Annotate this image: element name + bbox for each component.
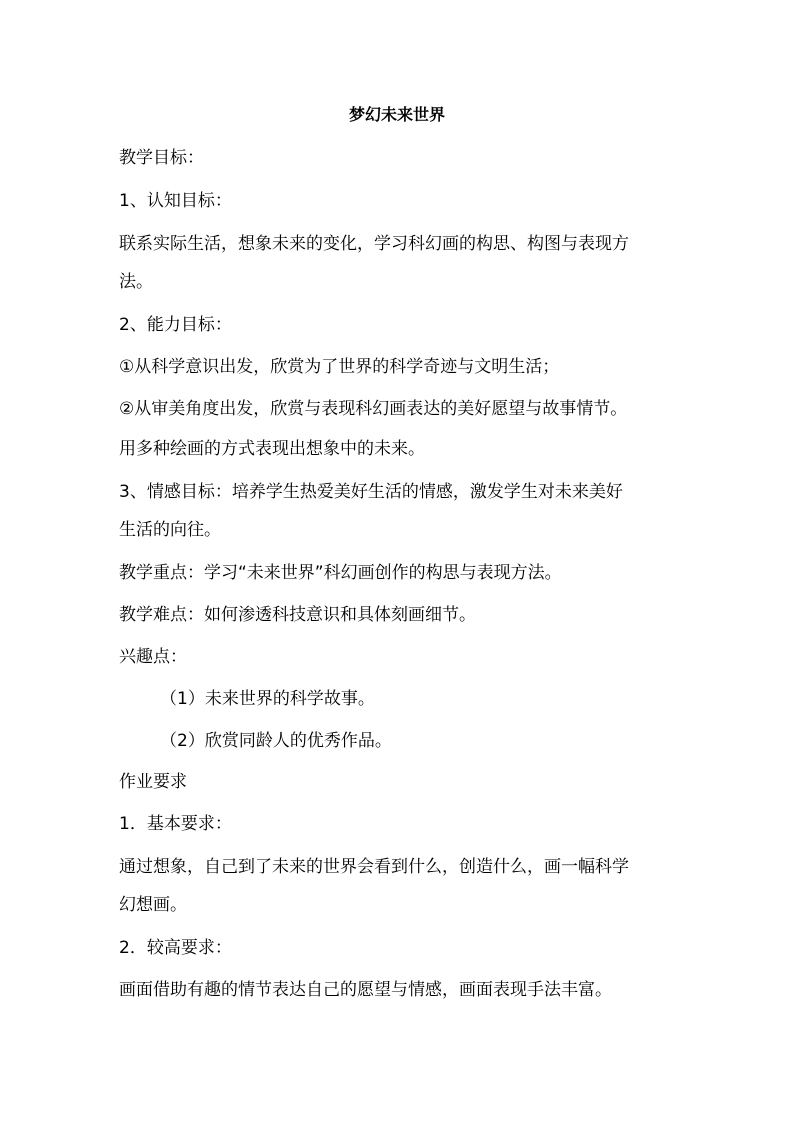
advanced-requirement-heading: 2．较高要求：	[119, 938, 232, 958]
basic-requirement-line2: 幻想画。	[119, 895, 187, 915]
teaching-difficulty: 教学难点：如何渗透科技意识和具体刻画细节。	[119, 605, 476, 625]
ability-goal-item3: 用多种绘画的方式表现出想象中的未来。	[119, 439, 425, 459]
document-title: 梦幻未来世界	[348, 105, 445, 124]
cognitive-goal-text-line2: 法。	[119, 272, 153, 292]
teaching-key-point: 教学重点：学习“未来世界”科幻画创作的构思与表现方法。	[119, 563, 562, 583]
cognitive-goal-heading: 1、认知目标：	[119, 191, 232, 211]
interest-heading: 兴趣点：	[119, 647, 187, 667]
homework-heading: 作业要求	[119, 772, 187, 792]
advanced-requirement-text: 画面借助有趣的情节表达自己的愿望与情感，画面表现手法丰富。	[119, 980, 612, 1000]
ability-goal-heading: 2、能力目标：	[119, 315, 232, 335]
ability-goal-item2: ②从审美角度出发，欣赏与表现科幻画表达的美好愿望与故事情节。	[119, 399, 628, 419]
cognitive-goal-text-line1: 联系实际生活，想象未来的变化，学习科幻画的构思、构图与表现方	[119, 234, 629, 254]
emotion-goal-line1: 3、情感目标：培养学生热爱美好生活的情感，激发学生对未来美好	[119, 482, 623, 502]
teaching-goals-heading: 教学目标：	[119, 148, 204, 168]
emotion-goal-line2: 生活的向往。	[119, 520, 221, 540]
interest-item1: （1）未来世界的科学故事。	[160, 689, 375, 709]
basic-requirement-heading: 1．基本要求：	[119, 814, 232, 834]
basic-requirement-line1: 通过想象，自己到了未来的世界会看到什么，创造什么，画一幅科学	[119, 857, 629, 877]
ability-goal-item1: ①从科学意识出发，欣赏为了世界的科学奇迹与文明生活；	[119, 357, 560, 377]
interest-item2: （2）欣赏同龄人的优秀作品。	[160, 731, 392, 751]
